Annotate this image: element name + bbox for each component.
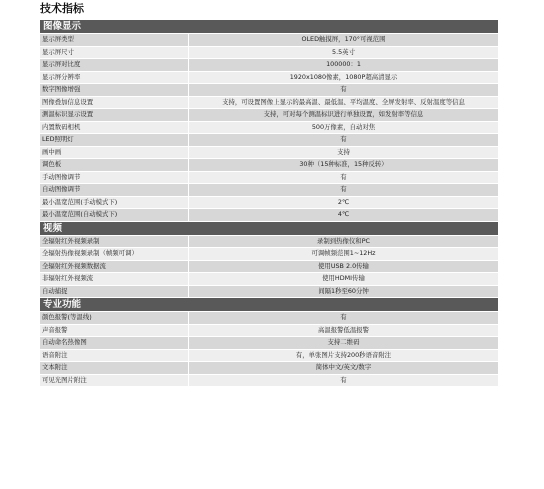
- spec-row: [40, 108, 498, 121]
- spec-row: [40, 183, 498, 196]
- spec-value: 使用HDMI传输: [188, 273, 498, 285]
- spec-label: 显示屏尺寸: [42, 47, 74, 56]
- spec-value: 有，单张图片支持200秒语音附注: [188, 350, 498, 362]
- spec-row: [40, 260, 498, 273]
- spec-table: [40, 19, 498, 386]
- spec-label: 文本附注: [42, 363, 68, 371]
- spec-value: 简体中文/英文/数字: [188, 362, 498, 374]
- spec-label: 显示屏对比度: [42, 60, 81, 68]
- spec-value: 100000：1: [188, 59, 498, 71]
- spec-label: 全辐射红外视频数据流: [42, 261, 106, 270]
- spec-row: [40, 349, 498, 362]
- spec-label: 显示屏类型: [42, 35, 74, 43]
- spec-value: 有: [188, 312, 498, 324]
- spec-value: 1920x1080像素，1080P超高清显示: [188, 72, 498, 84]
- spec-row: [40, 71, 498, 84]
- spec-row: [40, 247, 498, 260]
- spec-value: 500万像素，自动对焦: [188, 122, 498, 134]
- spec-value: OLED触摸屏，170°可视范围: [188, 34, 498, 46]
- spec-row: [40, 158, 498, 171]
- spec-row: [40, 324, 498, 337]
- spec-value: 间隔1秒至60分钟: [188, 286, 498, 298]
- spec-label: 画中画: [42, 147, 62, 156]
- spec-row: [40, 235, 498, 248]
- spec-value: 5.5英寸: [188, 47, 498, 59]
- spec-label: 非辐射红外视频流: [42, 274, 94, 282]
- spec-row: [40, 272, 498, 285]
- document-title: 技术指标: [40, 2, 84, 15]
- spec-label: 测温标识显示设置: [42, 110, 94, 118]
- spec-value: 有: [188, 184, 498, 196]
- spec-value: 2℃: [188, 197, 498, 209]
- spec-label: 显示屏分辨率: [42, 72, 81, 81]
- spec-label: 自动命名热像图: [42, 338, 87, 346]
- spec-label: 自动捕捉: [42, 286, 68, 295]
- spec-label: 最小温宽范围(自动模式下): [42, 210, 118, 218]
- spec-row: [40, 196, 498, 209]
- spec-value: 使用USB 2.0传输: [188, 261, 498, 273]
- spec-value: 支持，可对每个测温标识进行单独设置，如发射率等信息: [188, 109, 498, 121]
- spec-row: [40, 285, 498, 298]
- section-heading: 视频: [40, 221, 498, 235]
- spec-value: 支持二维码: [188, 337, 498, 349]
- spec-row: [40, 96, 498, 109]
- section-heading: 专业功能: [40, 297, 498, 311]
- spec-row: [40, 46, 498, 59]
- spec-row: [40, 311, 498, 324]
- spec-label: 可见光图片附注: [42, 375, 87, 384]
- spec-row: [40, 83, 498, 96]
- spec-label: 语音附注: [42, 350, 68, 359]
- spec-label: LED照明灯: [42, 135, 74, 143]
- spec-value: 支持，可设置图像上显示的最高温、最低温、平均温度、全屏发射率、反射温度等信息: [188, 97, 498, 109]
- spec-row: [40, 133, 498, 146]
- spec-row: [40, 146, 498, 159]
- spec-row: [40, 374, 498, 387]
- spec-label: 调色板: [42, 160, 62, 168]
- spec-label: 最小温宽范围(手动模式下): [42, 197, 118, 206]
- spec-label: 全辐射红外视频录制: [42, 236, 100, 245]
- spec-label: 颜色报警(等温线): [42, 313, 92, 321]
- spec-label: 内置数码相机: [42, 122, 81, 131]
- spec-value: 有: [188, 172, 498, 184]
- spec-label: 手动图像调节: [42, 172, 81, 181]
- spec-row: [40, 208, 498, 221]
- spec-value: 高温报警低温报警: [188, 325, 498, 337]
- spec-row: [40, 33, 498, 46]
- spec-label: 数字图像增强: [42, 85, 81, 93]
- spec-label: 图像叠加信息设置: [42, 97, 94, 106]
- spec-value: 有: [188, 134, 498, 146]
- spec-row: [40, 361, 498, 374]
- spec-row: [40, 171, 498, 184]
- spec-value: 支持: [188, 147, 498, 159]
- spec-value: 有: [188, 375, 498, 387]
- spec-value: 可调帧频范围1~12Hz: [188, 248, 498, 260]
- spec-label: 声音报警: [42, 325, 68, 334]
- spec-row: [40, 336, 498, 349]
- spec-label: 全辐射热像视频录制（帧频可调）: [42, 249, 138, 257]
- spec-row: [40, 58, 498, 71]
- spec-value: 录制到热像仪和PC: [188, 236, 498, 248]
- spec-value: 有: [188, 84, 498, 96]
- spec-value: 4℃: [188, 209, 498, 221]
- spec-row: [40, 121, 498, 134]
- spec-value: 30种（15种标准，15种反转）: [188, 159, 498, 171]
- spec-label: 自动图像调节: [42, 185, 81, 193]
- section-heading: 图像显示: [40, 19, 498, 33]
